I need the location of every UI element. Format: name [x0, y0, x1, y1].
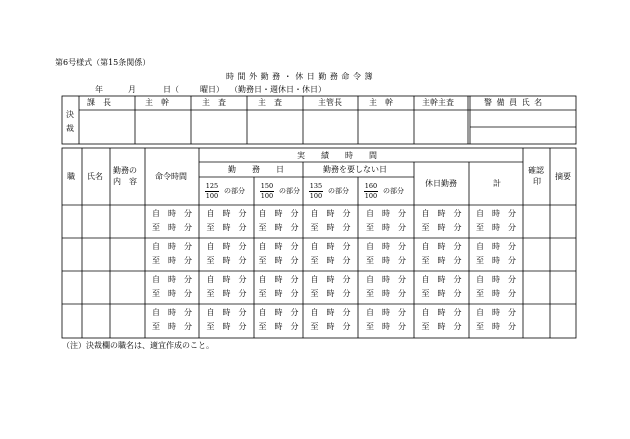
time-from-cell[interactable]: 自 時 分 — [476, 275, 516, 284]
date-month-label: 月 — [128, 85, 136, 94]
time-from-cell[interactable]: 自 時 分 — [152, 209, 192, 218]
header-name: 氏名 — [87, 172, 103, 181]
approval-header-shukanshusa: 主幹主査 — [422, 98, 454, 107]
time-to-cell[interactable]: 至 時 分 — [366, 223, 406, 232]
header-shoku: 職 — [67, 172, 75, 181]
date-weekday-label: 曜日） — [200, 85, 224, 94]
header-remarks: 摘要 — [555, 172, 571, 181]
time-to-cell[interactable]: 至 時 分 — [258, 256, 299, 265]
time-from-cell[interactable]: 自 時 分 — [152, 242, 192, 251]
rate-denominator: 100 — [364, 192, 378, 200]
rate-numerator: 125 — [205, 182, 219, 190]
time-from-cell[interactable]: 自 時 分 — [476, 308, 516, 317]
header-order-time: 命令時間 — [155, 172, 187, 181]
time-to-cell[interactable]: 至 時 分 — [258, 223, 299, 232]
time-from-cell[interactable]: 自 時 分 — [421, 308, 462, 317]
time-from-cell[interactable]: 自 時 分 — [476, 242, 516, 251]
time-from-cell[interactable]: 自 時 分 — [310, 209, 351, 218]
date-year-label: 年 — [95, 85, 103, 94]
time-to-cell[interactable]: 至 時 分 — [152, 223, 192, 232]
time-to-cell[interactable]: 至 時 分 — [310, 223, 351, 232]
time-from-cell[interactable]: 自 時 分 — [258, 275, 299, 284]
time-to-cell[interactable]: 至 時 分 — [310, 256, 351, 265]
guard-name-header: 警 備 員 氏 名 — [484, 98, 544, 107]
time-from-cell[interactable]: 自 時 分 — [310, 242, 351, 251]
time-to-cell[interactable]: 至 時 分 — [476, 256, 516, 265]
time-to-cell[interactable]: 至 時 分 — [206, 223, 247, 232]
time-from-cell[interactable]: 自 時 分 — [258, 308, 299, 317]
time-to-cell[interactable]: 至 時 分 — [310, 289, 351, 298]
time-to-cell[interactable]: 至 時 分 — [366, 322, 406, 331]
rate-suffix: の部分 — [224, 187, 245, 195]
approval-header-shukan-1: 主 幹 — [145, 98, 169, 107]
approval-header-shukan-2: 主 幹 — [369, 98, 393, 107]
rate-denominator: 100 — [205, 192, 219, 200]
approval-header-shusa-2: 主 査 — [258, 98, 282, 107]
time-from-cell[interactable]: 自 時 分 — [206, 242, 247, 251]
time-from-cell[interactable]: 自 時 分 — [476, 209, 516, 218]
time-from-cell[interactable]: 自 時 分 — [421, 275, 462, 284]
time-to-cell[interactable]: 至 時 分 — [421, 256, 462, 265]
time-from-cell[interactable]: 自 時 分 — [206, 209, 247, 218]
approval-header-shukancho: 主管長 — [318, 98, 342, 107]
time-to-cell[interactable]: 至 時 分 — [421, 289, 462, 298]
time-from-cell[interactable]: 自 時 分 — [366, 308, 406, 317]
time-to-cell[interactable]: 至 時 分 — [366, 289, 406, 298]
footnote: （注）決裁欄の職名は、適宜作成のこと。 — [62, 341, 214, 350]
header-duty-line2: 内 容 — [113, 177, 137, 186]
time-to-cell[interactable]: 至 時 分 — [476, 223, 516, 232]
rate-denominator: 100 — [309, 192, 323, 200]
header-duty-line1: 勤務の — [113, 166, 137, 175]
header-nonwork-day: 勤務を要しない日 — [323, 165, 387, 174]
time-to-cell[interactable]: 至 時 分 — [152, 289, 192, 298]
time-from-cell[interactable]: 自 時 分 — [152, 275, 192, 284]
time-from-cell[interactable]: 自 時 分 — [206, 308, 247, 317]
page-title: 時 間 外 勤 務 ・ 休 日 勤 務 命 令 簿 — [226, 72, 374, 81]
header-workday: 勤 務 日 — [228, 165, 284, 174]
time-from-cell[interactable]: 自 時 分 — [421, 209, 462, 218]
time-from-cell[interactable]: 自 時 分 — [152, 308, 192, 317]
time-from-cell[interactable]: 自 時 分 — [366, 242, 406, 251]
time-from-cell[interactable]: 自 時 分 — [206, 275, 247, 284]
header-total: 計 — [493, 179, 501, 188]
time-to-cell[interactable]: 至 時 分 — [152, 256, 192, 265]
time-to-cell[interactable]: 至 時 分 — [152, 322, 192, 331]
time-from-cell[interactable]: 自 時 分 — [258, 242, 299, 251]
time-to-cell[interactable]: 至 時 分 — [421, 322, 462, 331]
time-to-cell[interactable]: 至 時 分 — [476, 289, 516, 298]
time-to-cell[interactable]: 至 時 分 — [258, 289, 299, 298]
date-kinds-label: （勤務日・週休日・休日） — [230, 85, 326, 94]
rate-numerator: 135 — [309, 182, 323, 190]
rate-denominator: 100 — [260, 192, 274, 200]
time-from-cell[interactable]: 自 時 分 — [366, 275, 406, 284]
rate-numerator: 150 — [260, 182, 274, 190]
time-from-cell[interactable]: 自 時 分 — [258, 209, 299, 218]
header-confirm-line1: 確認 — [528, 166, 544, 175]
header-holiday-work: 休日勤務 — [425, 179, 457, 188]
time-from-cell[interactable]: 自 時 分 — [310, 275, 351, 284]
rate-suffix: の部分 — [328, 187, 349, 195]
time-to-cell[interactable]: 至 時 分 — [206, 289, 247, 298]
form-label: 第6号様式（第15条関係） — [55, 58, 151, 67]
time-from-cell[interactable]: 自 時 分 — [421, 242, 462, 251]
approval-header-shusa-1: 主 査 — [202, 98, 226, 107]
date-day-label: 日（ — [163, 85, 179, 94]
rate-numerator: 160 — [364, 182, 378, 190]
time-to-cell[interactable]: 至 時 分 — [206, 322, 247, 331]
time-from-cell[interactable]: 自 時 分 — [366, 209, 406, 218]
header-confirm-line2: 印 — [533, 177, 541, 186]
header-actual-time: 実 績 時 間 — [297, 151, 377, 160]
time-from-cell[interactable]: 自 時 分 — [310, 308, 351, 317]
time-to-cell[interactable]: 至 時 分 — [476, 322, 516, 331]
time-to-cell[interactable]: 至 時 分 — [258, 322, 299, 331]
time-to-cell[interactable]: 至 時 分 — [421, 223, 462, 232]
time-to-cell[interactable]: 至 時 分 — [310, 322, 351, 331]
approval-header-kacho: 課 長 — [87, 98, 111, 107]
time-to-cell[interactable]: 至 時 分 — [206, 256, 247, 265]
time-to-cell[interactable]: 至 時 分 — [366, 256, 406, 265]
rate-suffix: の部分 — [279, 187, 300, 195]
approval-label: 決 裁 — [66, 110, 74, 133]
rate-suffix: の部分 — [383, 187, 404, 195]
